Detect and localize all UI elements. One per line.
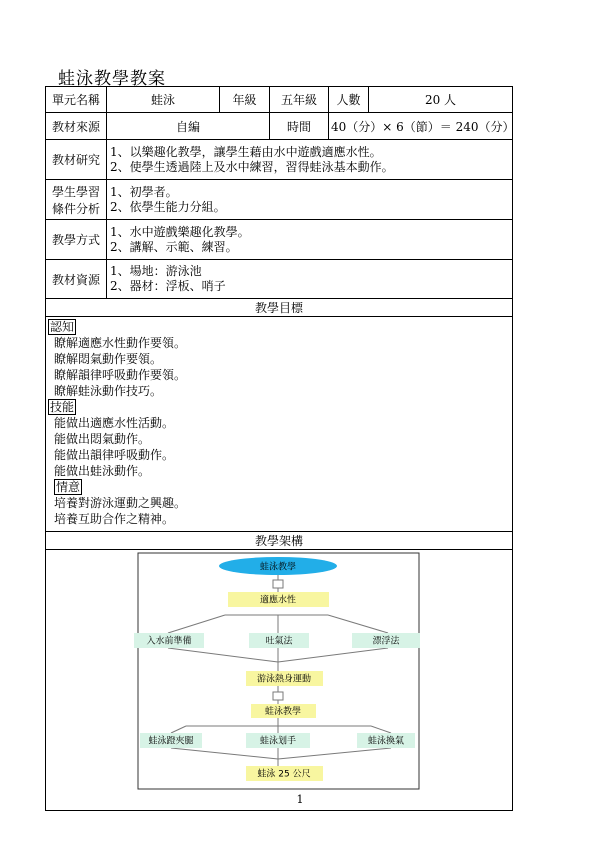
kick-text: 蛙泳蹬夾腿	[148, 736, 194, 747]
adapt-text: 適應水性	[259, 595, 297, 606]
breaststroke-text: 蛙泳教學	[264, 707, 302, 717]
goal-item: 培養互助合作之精神。	[54, 512, 175, 526]
flow-node-final	[246, 766, 323, 781]
unit-row	[46, 87, 513, 113]
learner-line: 2、依學生能力分組。	[110, 199, 226, 214]
grade-label: 年級	[220, 87, 270, 113]
framework-heading: 教學架構	[46, 532, 513, 550]
start-text: 蛙泳教學	[259, 562, 297, 573]
exhale-text: 吐氣法	[265, 636, 293, 647]
learner-line: 1、初學者。	[110, 184, 178, 199]
learner-label-line: 條件分析	[51, 201, 100, 216]
goal-item: 瞭解適應水性動作要領。	[54, 336, 187, 350]
source-row	[46, 113, 513, 140]
cognitive-group	[48, 319, 512, 399]
flow-node-float	[352, 633, 420, 648]
flow-node-stroke	[246, 733, 310, 748]
people-label: 人數	[329, 87, 369, 113]
objectives-row	[46, 317, 513, 532]
final-text: 蛙泳 25 公尺	[257, 769, 311, 780]
objectives-body	[46, 317, 513, 532]
skill-group	[48, 399, 512, 479]
goal-item: 瞭解悶氣動作要領。	[54, 352, 163, 366]
flow-node-breathing	[357, 733, 415, 748]
goal-category-tag: 技能	[50, 400, 75, 414]
source-value: 自編	[107, 113, 270, 140]
flow-node-warmup	[246, 671, 323, 686]
flow-node-kick	[140, 733, 202, 748]
page-number: 1	[296, 793, 304, 806]
research-content	[107, 140, 513, 180]
flow-node-prep	[134, 633, 204, 648]
resource-line: 2、器材：浮板、哨子	[110, 279, 226, 293]
breathing-text: 蛙泳換氣	[367, 736, 405, 747]
grade-value: 五年級	[270, 87, 329, 113]
method-label	[46, 220, 107, 260]
source-label: 教材來源	[46, 113, 107, 140]
resource-line: 1、場地：游泳池	[110, 264, 202, 278]
research-line: 2、使學生透過陸上及水中練習，習得蛙泳基本動作。	[110, 159, 394, 174]
goal-item: 能做出適應水性活動。	[54, 416, 175, 430]
affective-group	[48, 479, 512, 527]
framework-cell	[46, 550, 513, 811]
objectives-heading: 教學目標	[46, 299, 513, 317]
learner-label-line: 學生學習	[51, 184, 100, 199]
framework-diagram-wrap	[46, 550, 512, 810]
method-content	[107, 220, 513, 260]
objectives-head-row	[46, 299, 513, 317]
method-label-text: 教學方式	[51, 233, 100, 247]
learner-content	[107, 180, 513, 220]
unit-value: 蛙泳	[107, 87, 220, 113]
warmup-text: 游泳熱身運動	[256, 674, 312, 685]
goal-item: 培養對游泳運動之興趣。	[54, 496, 187, 510]
flow-node-exhale	[249, 633, 309, 648]
method-line: 1、水中遊戲樂趣化教學。	[110, 224, 250, 239]
unit-label: 單元名稱	[46, 87, 107, 113]
method-row	[46, 220, 513, 260]
learner-row	[46, 180, 513, 220]
goal-item: 能做出蛙泳動作。	[54, 464, 151, 478]
framework-head-row	[46, 532, 513, 550]
flow-node-start	[219, 557, 337, 575]
research-row	[46, 140, 513, 180]
goal-category-tag: 情意	[56, 480, 81, 494]
goal-item: 能做出悶氣動作。	[54, 432, 151, 446]
prep-text: 入水前準備	[146, 636, 192, 647]
resource-content	[107, 260, 513, 299]
resource-label-text: 教材資源	[51, 272, 100, 287]
goal-item: 瞭解蛙泳動作技巧。	[54, 384, 163, 398]
flow-node-adapt	[228, 592, 329, 607]
people-value: 20 人	[369, 87, 513, 113]
document-title: 蛙泳教學教案	[58, 69, 166, 89]
flow-node-breaststroke	[251, 704, 316, 718]
research-label	[46, 140, 107, 180]
method-line: 2、講解、示範、練習。	[110, 239, 238, 254]
goal-item: 瞭解韻律呼吸動作要領。	[54, 368, 187, 382]
float-text: 漂浮法	[372, 636, 400, 647]
goal-item: 能做出韻律呼吸動作。	[54, 448, 175, 462]
resource-row	[46, 260, 513, 299]
research-line: 1、以樂趣化教學，讓學生藉由水中遊戲適應水性。	[110, 144, 382, 159]
research-label-text: 教材研究	[51, 153, 100, 167]
framework-row	[46, 550, 513, 811]
lesson-plan-table	[45, 86, 513, 811]
time-label: 時間	[270, 113, 329, 140]
stroke-text: 蛙泳划手	[259, 736, 297, 747]
resource-label	[46, 260, 107, 299]
framework-diagram	[46, 550, 511, 810]
time-value: 40（分）× 6（節）＝ 240（分）	[329, 113, 513, 140]
goal-category-tag: 認知	[50, 320, 75, 334]
learner-label	[46, 180, 107, 220]
